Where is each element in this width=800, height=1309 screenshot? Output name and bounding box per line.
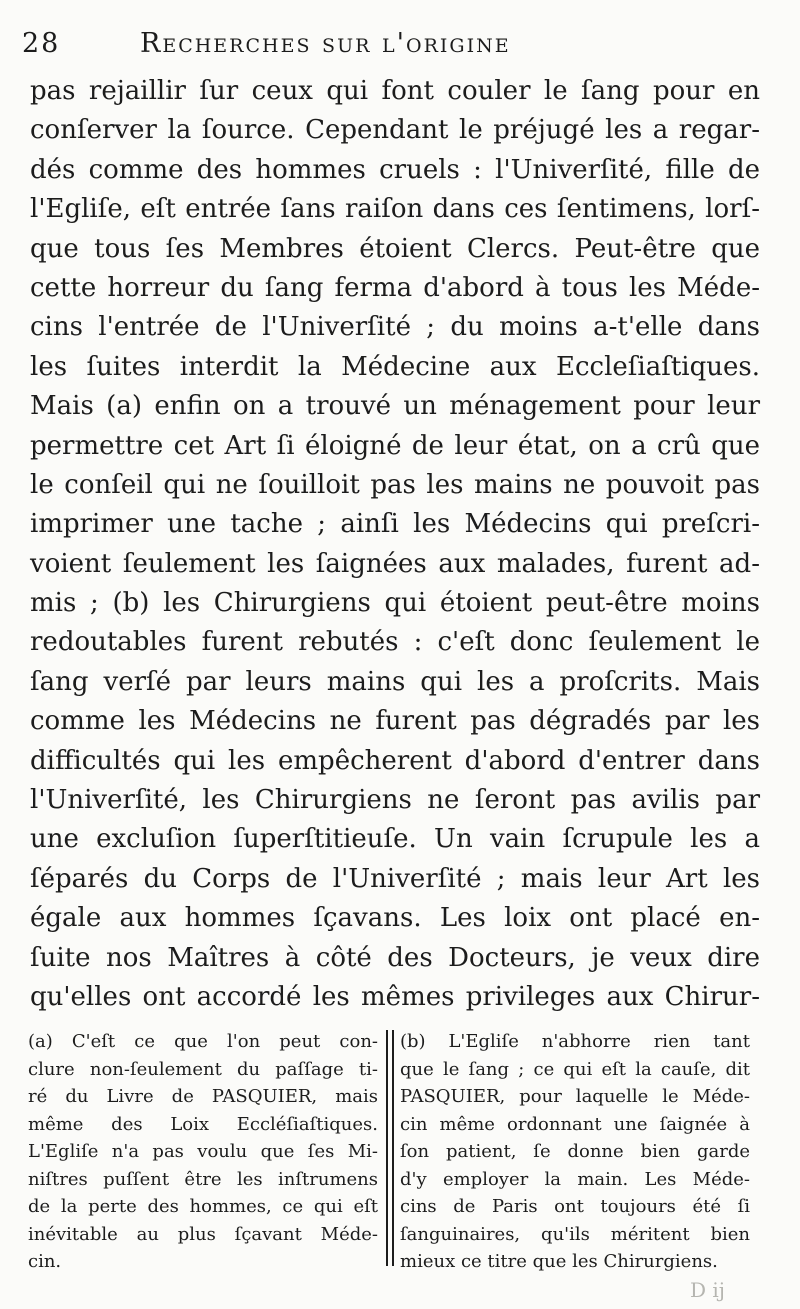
footnote-line: clure non-ſeulement du paſſage ti-: [28, 1058, 378, 1080]
text-line: l'Egliſe, eſt entrée ſans raiſon dans ces ſentimens, lorſ-: [30, 194, 760, 225]
footnote-line: mieux ce titre que les Chirurgiens.: [400, 1251, 718, 1272]
footnote-a: [28, 1028, 378, 1276]
footnote-line: cins de Paris ont toujours été ſi: [400, 1196, 750, 1217]
text-line: le conſeil qui ne ſouilloit pas les mains ne pouvoit pas: [30, 469, 760, 500]
text-line: mis ; (b) les Chirurgiens qui étoient peut-être moins: [30, 588, 760, 619]
text-line: ſuite nos Maîtres à côté des Docteurs, je veux dire: [30, 942, 760, 973]
text-line: difficultés qui les empêcherent d'abord d'entrer dans: [30, 745, 760, 776]
footnote-line: d'y employer la main. Les Méde-: [400, 1168, 750, 1190]
footnote-line: inévitable au plus ſçavant Méde-: [28, 1223, 378, 1245]
text-line: imprimer une tache ; ainſi les Médecins qui preſcri-: [30, 509, 760, 540]
main-text: [30, 72, 760, 1017]
footnote-line: cin.: [28, 1251, 62, 1272]
text-line: Mais (a) enfin on a trouvé un ménagement pour leur: [30, 391, 760, 422]
text-line: comme les Médecins ne furent pas dégradés par les: [30, 706, 760, 737]
page-header: [22, 28, 762, 68]
footnote-divider: [386, 1030, 388, 1266]
footnote-line: ré du Livre de PASQUIER, mais: [28, 1086, 378, 1107]
footnote-line: L'Egliſe n'a pas voulu que ſes Mi-: [28, 1141, 378, 1162]
text-line: permettre cet Art ſi éloigné de leur état, on a crû que: [30, 430, 760, 461]
text-line: les ſuites interdit la Médecine aux Eccleſiaſtiques.: [30, 351, 760, 382]
text-line: pas rejaillir ſur ceux qui font couler le ſang pour en: [30, 76, 760, 106]
text-line: cins l'entrée de l'Univerſité ; du moins a-t'elle dans: [30, 312, 760, 343]
text-line: cette horreur du ſang ferma d'abord à tous les Méde-: [30, 272, 760, 303]
footnote-line: (a) C'eſt ce que l'on peut con-: [28, 1031, 378, 1052]
footnote-line: cin même ordonnant une ſaignée à: [400, 1113, 750, 1135]
footnote-divider: [392, 1030, 394, 1266]
footnote-b: [400, 1028, 750, 1276]
footnote-line: de la perte des hommes, ce qui eſt: [28, 1196, 378, 1217]
footnote-line: même des Loix Eccléſiaſtiques.: [28, 1113, 378, 1135]
text-line: l'Univerſité, les Chirurgiens ne ſeront pas avilis par: [30, 785, 760, 816]
text-line: qu'elles ont accordé les mêmes privileges aux Chirur-: [30, 981, 760, 1012]
footnote-line: niſtres puſſent être les inſtrumens: [28, 1168, 378, 1190]
text-line: égale aux hommes ſçavans. Les loix ont placé en-: [30, 903, 760, 934]
footnote-line: PASQUIER, pour laquelle le Méde-: [400, 1086, 750, 1107]
text-line: redoutables furent rebutés : c'eſt donc ſeulement le: [30, 627, 760, 658]
footnote-line: ſanguinaires, qu'ils méritent bien: [400, 1223, 750, 1245]
running-title: Recherches sur l'origine: [140, 28, 511, 59]
text-line: ſéparés du Corps de l'Univerſité ; mais leur Art les: [30, 863, 760, 894]
text-line: ſang verſé par leurs mains qui les a proſcrits. Mais: [30, 666, 760, 697]
text-line: dés comme des hommes cruels : l'Univerſité, fille de: [30, 154, 760, 185]
footnote-line: ſon patient, ſe donne bien garde: [400, 1141, 750, 1162]
footnote-line: que le ſang ; ce qui eſt la cauſe, dit: [400, 1058, 750, 1080]
signature-mark: D ij: [690, 1278, 725, 1302]
text-line: voient ſeulement les ſaignées aux malades, furent ad-: [30, 548, 760, 579]
footnotes: [28, 1028, 766, 1273]
page-number: 28: [22, 28, 61, 59]
footnote-line: (b) L'Egliſe n'abhorre rien tant: [400, 1031, 750, 1052]
text-line: une excluſion ſuperſtitieuſe. Un vain ſcrupule les a: [30, 824, 760, 855]
text-line: conſerver la ſource. Cependant le préjugé les a regar-: [30, 115, 760, 146]
text-line: que tous ſes Membres étoient Clercs. Peut-être que: [30, 233, 760, 264]
